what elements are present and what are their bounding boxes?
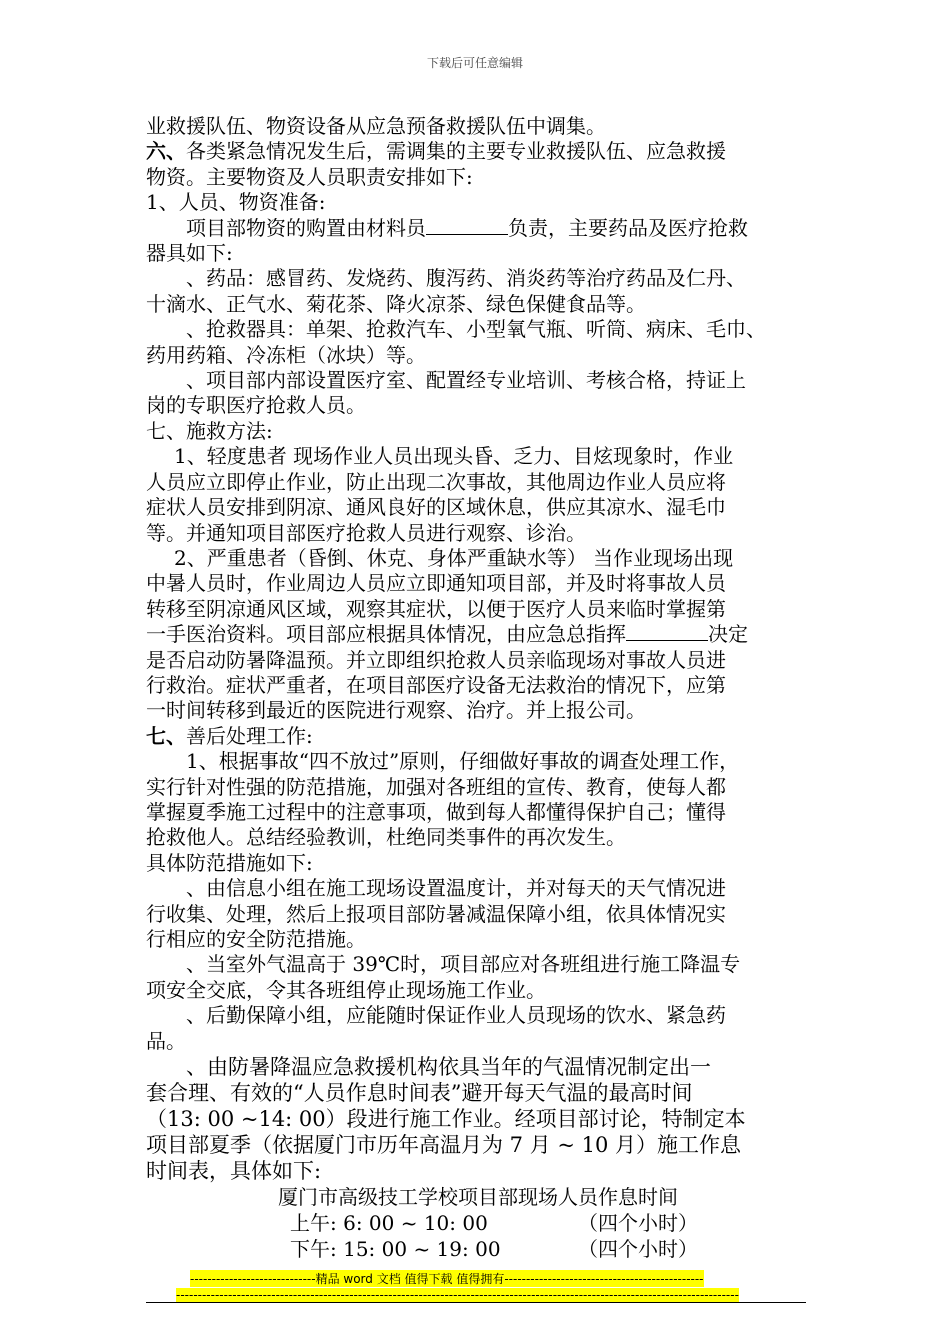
paragraph-line: 掌握夏季施工过程中的注意事项，做到每人都懂得保护自己；懂得 [146, 799, 726, 824]
page-header-note: 下载后可任意编辑 [426, 56, 523, 70]
four-not-pass-line: 1、根据事故“四不放过”原则，仔细做好事故的调查处理工作， [186, 749, 740, 774]
paragraph-line: 中暑人员时，作业周边人员应立即通知项目部，并及时将事故人员 [146, 571, 726, 596]
schedule-row-afternoon [146, 1236, 810, 1262]
commander-line [146, 622, 810, 647]
document-body [146, 114, 810, 1262]
paragraph-line: 人员应立即停止作业，防止出现二次事故，其他周边作业人员应将 [146, 469, 726, 494]
paragraph-line: 套合理、有效的“人员作息时间表”避开每天气温的最高时间 [146, 1081, 693, 1106]
schedule-time: 上午: 6: 00 ~ 10: 00 [290, 1211, 488, 1236]
thermometer-line: 、由信息小组在施工现场设置温度计，并对每天的天气情况进 [186, 876, 726, 901]
subheading-personnel-materials: 1、人员、物资准备: [146, 190, 326, 215]
paragraph-line: 品。 [146, 1028, 186, 1053]
severe-patient-line: 2、严重患者（昏倒、休克、身体严重缺水等） 当作业现场出现 [174, 545, 734, 570]
paragraph-line: 十滴水、正气水、菊花茶、降火凉茶、绿色保健食品等。 [146, 291, 646, 316]
section-six-line-1 [146, 139, 810, 164]
section-number: 七、 [146, 723, 186, 748]
subheading-rescue-methods: 七、施救方法: [146, 418, 273, 443]
schedule-hours: （四个小时） [578, 1211, 698, 1236]
footer-dash-line: ---------------------------------------------------------------------------------------------------------------------------------- [176, 1288, 739, 1302]
logistics-line: 、后勤保障小组，应能随时保证作业人员现场的饮水、紧急药 [186, 1003, 726, 1028]
paragraph-line: 项目部夏季（依据厦门市历年高温月为 7 月 ~ 10 月）施工作息 [146, 1133, 742, 1158]
schedule-hours: （四个小时） [578, 1237, 698, 1262]
paragraph-line: 行收集、处理，然后上报项目部防暑减温保障小组，依具体情况实 [146, 901, 726, 926]
schedule-time: 下午: 15: 00 ~ 19: 00 [290, 1237, 501, 1262]
paragraph-line: 一时间转移到最近的医院进行观察、治疗。并上报公司。 [146, 698, 646, 723]
section-number: 六、 [146, 139, 186, 164]
paragraph-text: 决定 [708, 622, 748, 647]
paragraph-line: 是否启动防暑降温预。并立即组织抢救人员亲临现场对事故人员进 [146, 647, 726, 672]
paragraph-line: 行相应的安全防范措施。 [146, 927, 366, 951]
paragraph-line: （13: 00 ~14: 00）段进行施工作业。经项目部讨论，特制定本 [146, 1107, 746, 1132]
paragraph-line: 等。并通知项目部医疗抢救人员进行观察、诊治。 [146, 520, 586, 545]
subheading-aftermath [146, 724, 810, 749]
paragraph-line: 时间表，具体如下: [146, 1159, 322, 1184]
fill-in-blank [626, 622, 708, 641]
subheading-prevention-measures: 具体防范措施如下: [146, 850, 313, 875]
rescue-equipment-line: 、抢救器具：单架、抢救汽车、小型氧气瓶、听筒、病床、毛巾、 [186, 317, 766, 342]
paragraph-line: 项安全交底，令其各班组停止现场施工作业。 [146, 977, 546, 1002]
paragraph-line: 抢救他人。总结经验教训，杜绝同类事件的再次发生。 [146, 825, 626, 850]
paragraph-line: 药用药箱、冷冻柜（冰块）等。 [146, 342, 426, 367]
schedule-row-morning [146, 1210, 810, 1236]
paragraph-line: 物资。主要物资及人员职责安排如下: [146, 164, 473, 189]
medical-room-line: 、项目部内部设置医疗室、配置经专业培训、考核合格，持证上 [186, 368, 746, 393]
fill-in-blank [426, 216, 508, 235]
medicine-list-line: 、药品：感冒药、发烧药、腹泻药、消炎药等治疗药品及仁丹、 [186, 266, 746, 291]
paragraph-line: 实行针对性强的防范措施，加强对各班组的宣传、教育，使每人都 [146, 774, 726, 799]
materials-purchase-line [146, 216, 810, 241]
paragraph-text: 一手医治资料。项目部应根据具体情况，由应急总指挥 [146, 622, 626, 647]
paragraph-line: 转移至阴凉通风区域，观察其症状，以便于医疗人员来临时掌握第 [146, 596, 726, 621]
footer-divider [146, 1302, 806, 1303]
paragraph-line: 业救援队伍、物资设备从应急预备救援队伍中调集。 [146, 114, 606, 138]
temperature-threshold-line: 、当室外气温高于 39℃时，项目部应对各班组进行施工降温专 [186, 952, 741, 977]
paragraph-line: 岗的专职医疗抢救人员。 [146, 393, 366, 418]
paragraph-text: 善后处理工作: [186, 723, 313, 748]
paragraph-text: 负责，主要药品及医疗抢救 [508, 215, 748, 240]
paragraph-line: 器具如下: [146, 241, 233, 266]
schedule-intro-line: 、由防暑降温应急救援机构依具当年的气温情况制定出一 [186, 1055, 711, 1080]
paragraph-text: 各类紧急情况发生后，需调集的主要专业救援队伍、应急救援 [186, 139, 726, 164]
mild-patient-line: 1、轻度患者 现场作业人员出现头昏、乏力、目炫现象时，作业 [174, 444, 734, 469]
schedule-title: 厦门市高级技工学校项目部现场人员作息时间 [278, 1185, 678, 1210]
paragraph-line: 行救治。症状严重者，在项目部医疗设备无法救治的情况下，应第 [146, 672, 726, 697]
paragraph-text: 项目部物资的购置由材料员 [186, 215, 426, 240]
paragraph-line: 症状人员安排到阴凉、通风良好的区域休息，供应其凉水、湿毛巾 [146, 495, 726, 520]
footer-promo-line: -----------------------------精品 word 文档 值得下载 值得拥有---------------------------------------------- [190, 1272, 704, 1286]
